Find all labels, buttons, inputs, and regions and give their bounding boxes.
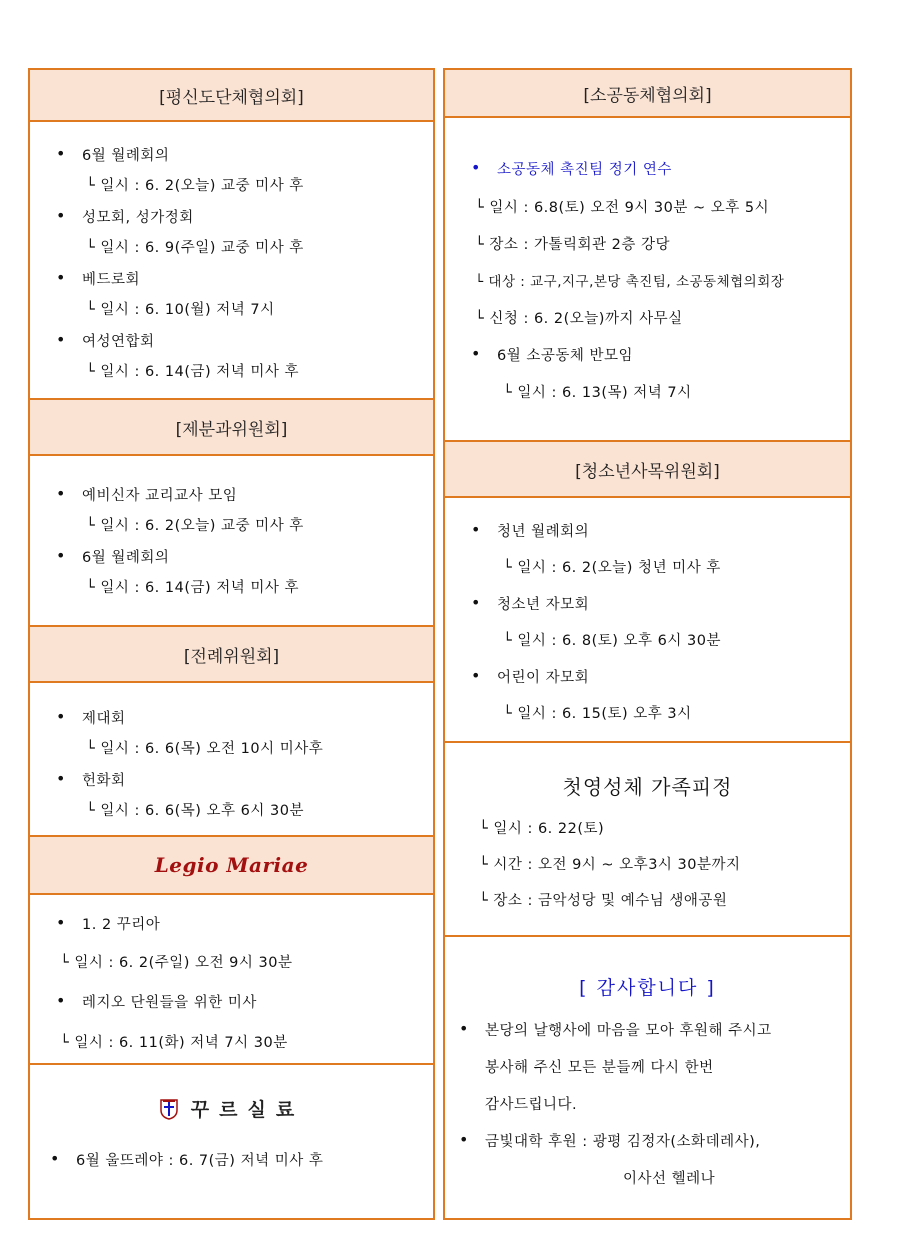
section-title: 첫영성체 가족피정 — [562, 775, 733, 799]
section-title: [소공동체협의회] — [445, 70, 850, 118]
list-item: • 1. 2 꾸리아 — [82, 913, 160, 934]
list-item: • 청년 월례회의 — [497, 520, 589, 541]
list-item: • 6월 울뜨레야 : 6. 7(금) 저녁 미사 후 — [76, 1149, 323, 1170]
list-item: • 레지오 단원들을 위한 미사 — [82, 991, 257, 1012]
thanks-paragraph-line: • 금빛대학 후원 : 광평 김정자(소화데레사), — [485, 1130, 760, 1151]
detail-line: └ 일시 : 6.8(토) 오전 9시 30분 ~ 오후 5시 — [475, 200, 770, 216]
section-first-communion — [445, 741, 850, 937]
list-item: • 베드로회 — [82, 268, 140, 289]
section-title: [청소년사목위원회] — [445, 442, 850, 498]
list-item-detail: └ 일시 : 6. 13(목) 저녁 7시 — [503, 385, 692, 401]
section-youth — [445, 440, 850, 743]
column-gap — [435, 68, 443, 1220]
list-item: • 여성연합회 — [82, 330, 155, 351]
kkureusilryo-title: 꾸르실료 — [190, 1099, 305, 1121]
list-item-detail: └ 일시 : 6. 2(오늘) 교중 미사 후 — [86, 178, 304, 194]
section-pyeongsin — [30, 70, 433, 400]
section-sogongdong — [445, 70, 850, 442]
thanks-paragraph-line: 이사선 헬레나 — [623, 1171, 716, 1187]
list-item-detail: └ 일시 : 6. 2(주일) 오전 9시 30분 — [60, 955, 293, 971]
section-kkureusilryo — [30, 1063, 433, 1218]
legio-mariae-title: Legio Mariae — [30, 837, 433, 895]
highlight-item: • 소공동체 촉진팀 정기 연수 — [497, 158, 672, 179]
list-item: • 예비신자 교리교사 모임 — [82, 484, 237, 505]
list-item-detail: └ 일시 : 6. 14(금) 저녁 미사 후 — [86, 580, 300, 596]
section-jebungwa — [30, 398, 433, 627]
list-item: • 6월 월례회의 — [82, 144, 169, 165]
detail-line: └ 장소 : 금악성당 및 예수님 생애공원 — [479, 893, 728, 909]
list-item-detail: └ 일시 : 6. 14(금) 저녁 미사 후 — [86, 364, 300, 380]
thanks-paragraph-line: 봉사해 주신 모든 분들께 다시 한번 — [485, 1060, 714, 1076]
section-jeonrye — [30, 625, 433, 837]
detail-line: └ 대상 : 교구,지구,본당 촉진팀, 소공동체협의회장 — [475, 274, 785, 290]
list-item: • 6월 월례회의 — [82, 546, 169, 567]
list-item-detail: └ 일시 : 6. 9(주일) 교중 미사 후 — [86, 240, 304, 256]
list-item: • 성모회, 성가정회 — [82, 206, 194, 227]
detail-line: └ 시간 : 오전 9시 ~ 오후3시 30분까지 — [479, 857, 741, 873]
thanks-title: [ 감사합니다 ] — [579, 977, 716, 999]
right-column — [443, 68, 852, 1220]
detail-line: └ 일시 : 6. 22(토) — [479, 821, 605, 837]
list-item-detail: └ 일시 : 6. 15(토) 오후 3시 — [503, 706, 692, 722]
section-title: [평신도단체협의회] — [30, 70, 433, 122]
section-legio — [30, 835, 433, 1065]
list-item: • 청소년 자모회 — [497, 593, 589, 614]
list-item-detail: └ 일시 : 6. 10(월) 저녁 7시 — [86, 302, 275, 318]
list-item: • 어린이 자모회 — [497, 666, 589, 687]
detail-line: └ 장소 : 가톨릭회관 2층 강당 — [475, 237, 670, 253]
thanks-paragraph-line: 감사드립니다. — [485, 1097, 578, 1113]
bulletin-page — [28, 68, 852, 1220]
list-item: • 6월 소공동체 반모임 — [497, 344, 633, 365]
left-column — [28, 68, 435, 1220]
list-item-detail: └ 일시 : 6. 2(오늘) 교중 미사 후 — [86, 518, 304, 534]
detail-line: └ 신청 : 6. 2(오늘)까지 사무실 — [475, 311, 683, 327]
section-title: [전례위원회] — [30, 627, 433, 683]
list-item-detail: └ 일시 : 6. 6(목) 오후 6시 30분 — [86, 803, 304, 819]
section-title: [제분과위원회] — [30, 400, 433, 456]
list-item-detail: └ 일시 : 6. 8(토) 오후 6시 30분 — [503, 633, 721, 649]
list-item-detail: └ 일시 : 6. 6(목) 오전 10시 미사후 — [86, 741, 324, 757]
thanks-paragraph-line: • 본당의 날행사에 마음을 모아 후원해 주시고 — [485, 1019, 772, 1040]
list-item-detail: └ 일시 : 6. 2(오늘) 청년 미사 후 — [503, 560, 721, 576]
cursillo-emblem-icon — [159, 1098, 179, 1120]
section-thanks — [445, 935, 850, 1218]
list-item-detail: └ 일시 : 6. 11(화) 저녁 7시 30분 — [60, 1035, 288, 1051]
list-item: • 헌화회 — [82, 769, 126, 790]
list-item: • 제대회 — [82, 707, 126, 728]
